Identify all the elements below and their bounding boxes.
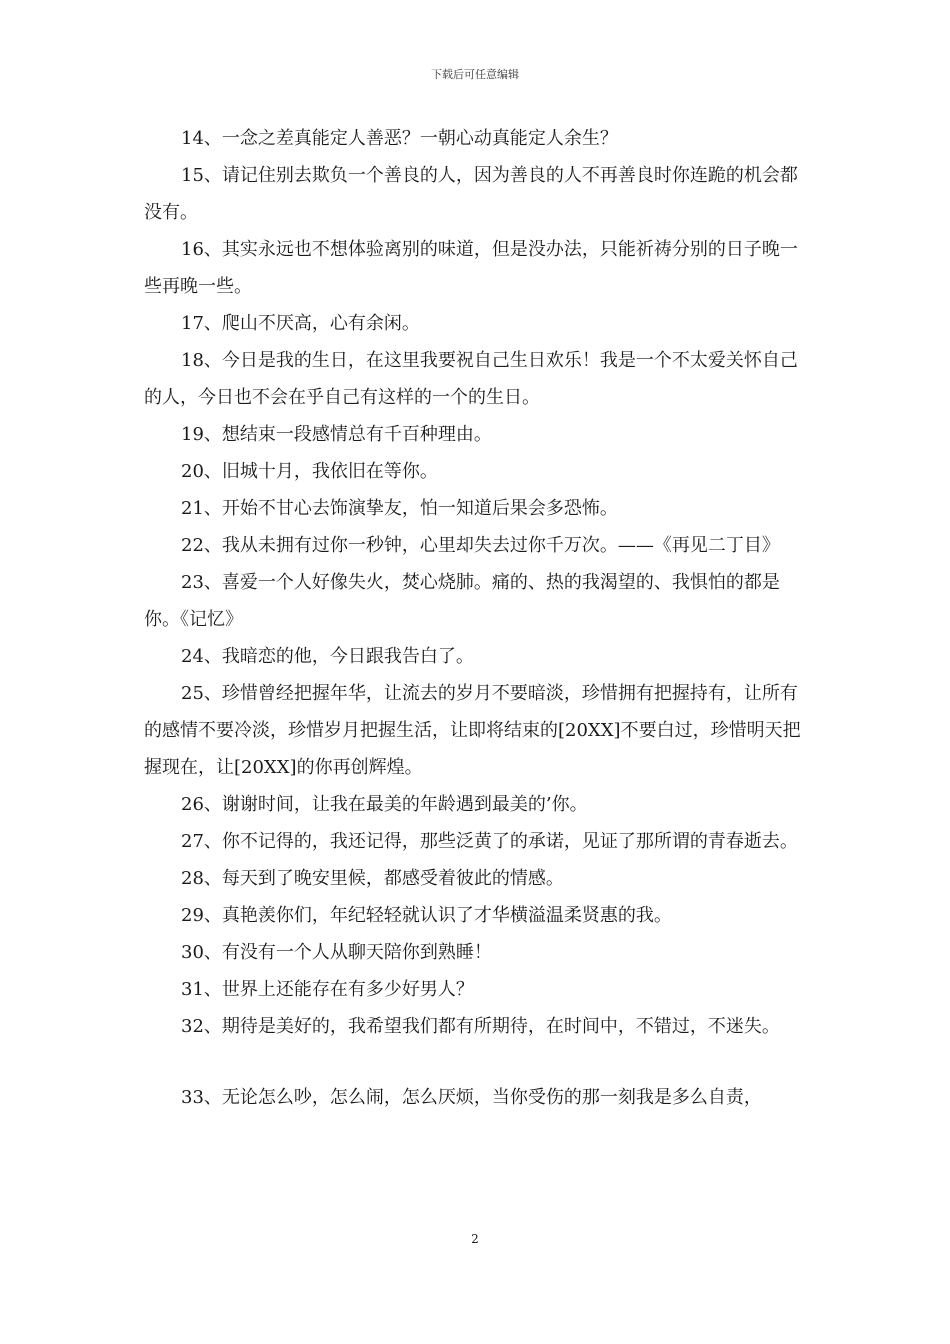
paragraph: 15、请记住别去欺负一个善良的人，因为善良的人不再善良时你连跪的机会都没有。: [144, 165, 798, 223]
paragraph: 21、开始不甘心去饰演挚友，怕一知道后果会多恐怖。: [181, 498, 618, 519]
page-header: 下载后可任意编辑: [431, 68, 519, 81]
paragraph: 18、今日是我的生日，在这里我要祝自己生日欢乐！我是一个不太爱关怀自己的人，今日也不会在乎自己有这样的一个的生日。: [144, 350, 798, 408]
paragraph: 30、有没有一个人从聊天陪你到熟睡！: [181, 942, 492, 963]
paragraph: 31、世界上还能存在有多少好男人？: [181, 979, 474, 1000]
paragraph: 29、真艳羡你们，年纪轻轻就认识了才华横溢温柔贤惠的我。: [181, 905, 672, 926]
paragraph: 33、无论怎么吵，怎么闹，怎么厌烦，当你受伤的那一刻我是多么自责，: [181, 1087, 762, 1108]
paragraph: 14、一念之差真能定人善恶？一朝心动真能定人余生？: [181, 128, 618, 149]
blank-line: [144, 1045, 814, 1079]
paragraph: 26、谢谢时间，让我在最美的年龄遇到最美的’你。: [181, 794, 588, 815]
paragraph: 17、爬山不厌高，心有余闲。: [181, 313, 420, 334]
paragraph: 24、我暗恋的他，今日跟我告白了。: [181, 646, 474, 667]
paragraph: 27、你不记得的，我还记得，那些泛黄了的承诺，见证了那所谓的青春逝去。: [181, 831, 798, 852]
document-body: [144, 120, 814, 1116]
paragraph: 28、每天到了晚安里候，都感受着彼此的情感。: [181, 868, 564, 889]
paragraph: 32、期待是美好的，我希望我们都有所期待，在时间中，不错过，不迷失。: [181, 1016, 780, 1037]
page-number: 2: [471, 1232, 479, 1246]
paragraph: 20、旧城十月，我依旧在等你。: [181, 461, 438, 482]
paragraph: 19、想结束一段感情总有千百种理由。: [181, 424, 492, 445]
paragraph: 16、其实永远也不想体验离别的味道，但是没办法，只能祈祷分别的日子晚一些再晚一些。: [144, 239, 798, 297]
paragraph: 22、我从未拥有过你一秒钟，心里却失去过你千万次。——《再见二丁目》: [181, 535, 780, 556]
paragraph: 25、珍惜曾经把握年华，让流去的岁月不要暗淡，珍惜拥有把握持有，让所有的感情不要冷淡，珍惜岁月把握生活，让即将结束的[20XX]不要白过，珍惜明天把握现在，让[20XX]的你再创辉煌。: [144, 683, 801, 778]
paragraph: 23、喜爱一个人好像失火，焚心烧肺。痛的、热的我渴望的、我惧怕的都是你。《记忆》: [144, 572, 780, 630]
